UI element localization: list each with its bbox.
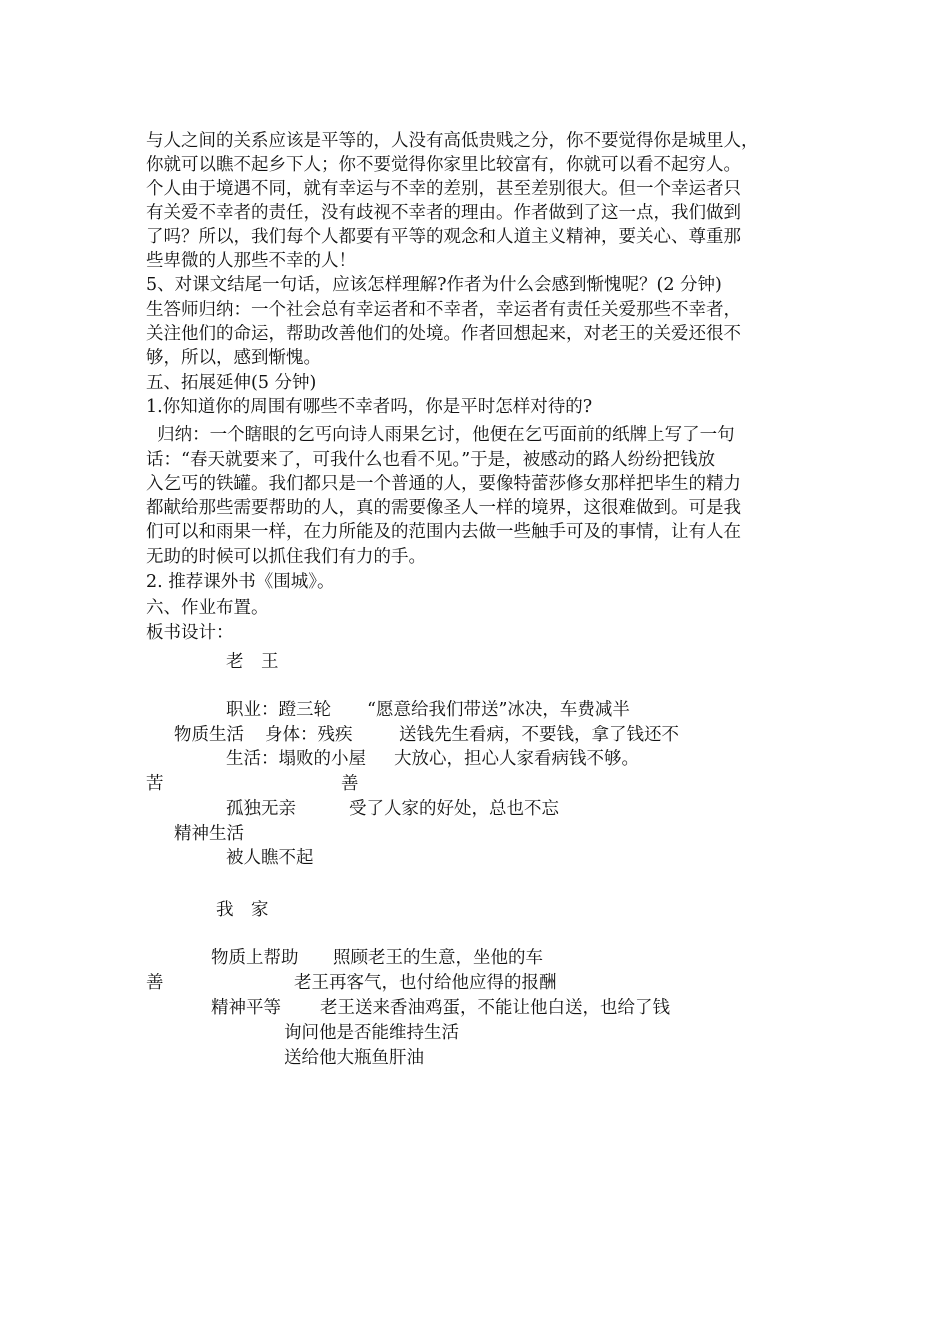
paragraph-line: 有关爱不幸者的责任，没有歧视不幸者的理由。作者做到了这一点，我们做到 xyxy=(146,203,741,223)
paragraph-line: 了吗？所以，我们每个人都要有平等的观念和人道主义精神，要关心、尊重那 xyxy=(146,227,741,247)
answer-line: 关注他们的命运，帮助改善他们的处境。作者回想起来，对老王的关爱还很不 xyxy=(146,324,741,344)
board-bangzhu-right: 照顾老王的生意，坐他的车 xyxy=(333,948,543,968)
summary-line: 归纳：一个瞎眼的乞丐向诗人雨果乞讨，他便在乞丐面前的纸牌上写了一句 xyxy=(146,425,735,445)
board-zhiye: 职业：蹬三轮 xyxy=(226,700,331,720)
board-shenghuo-right: 大放心，担心人家看病钱不够。 xyxy=(394,749,639,769)
paragraph-line: 些卑微的人那些不幸的人！ xyxy=(146,251,356,271)
board-shenti: 身体：残疾 xyxy=(265,725,353,745)
section5-question-1: 1.你知道你的周围有哪些不幸者吗，你是平时怎样对待的? xyxy=(146,397,593,417)
section-heading-5: 五、拓展延伸(5 分钟) xyxy=(146,373,317,393)
section-heading-6: 六、作业布置。 xyxy=(146,598,269,618)
board-pingdeng-right: 老王送来香油鸡蛋，不能让他白送，也给了钱 xyxy=(320,998,670,1018)
section5-question-2: 2. 推荐课外书《围城》。 xyxy=(146,572,335,592)
paragraph-line: 个人由于境遇不同，就有幸运与不幸的差别，甚至差别很大。但一个幸运者只 xyxy=(146,179,741,199)
summary-line: 无助的时候可以抓住我们有力的手。 xyxy=(146,547,426,567)
board-keqi: 老王再客气，也付给他应得的报酬 xyxy=(294,973,557,993)
board-wuzhi-shenghuo: 物质生活 xyxy=(174,725,244,745)
board-shenghuo: 生活：塌败的小屋 xyxy=(226,749,366,769)
answer-line: 生答师归纳：一个社会总有幸运者和不幸者，幸运者有责任关爱那些不幸者， xyxy=(146,300,741,320)
board-zhiye-right: “愿意给我们带送”冰决，车费减半 xyxy=(367,700,630,720)
board-gudu: 孤独无亲 xyxy=(226,799,296,819)
paragraph-line: 与人之间的关系应该是平等的，人没有高低贵贱之分，你不要觉得你是城里人， xyxy=(146,131,759,151)
summary-line: 话：“春天就要来了，可我什么也看不见。”于是，被感动的路人纷纷把钱放 xyxy=(146,450,716,470)
board-ku: 苦 xyxy=(146,774,164,794)
board-title-laowang: 老 王 xyxy=(226,652,279,672)
board-shan-1: 善 xyxy=(341,774,359,794)
board-title-wojia: 我 家 xyxy=(216,900,269,920)
board-xunwen: 询问他是否能维持生活 xyxy=(284,1023,459,1043)
board-design-heading: 板书设计： xyxy=(146,623,234,643)
board-jingshen-pingdeng: 精神平等 xyxy=(211,998,281,1018)
question-5: 5、对课文结尾一句话，应该怎样理解?作者为什么会感到惭愧呢？(2 分钟) xyxy=(146,275,722,295)
board-jingshen-shenghuo: 精神生活 xyxy=(174,824,244,844)
board-wuzhi-bangzhu: 物质上帮助 xyxy=(211,948,299,968)
board-shenti-right: 送钱先生看病，不要钱，拿了钱还不 xyxy=(399,725,679,745)
summary-line: 入乞丐的铁罐。我们都只是一个普通的人，要像特蕾莎修女那样把毕生的精力 xyxy=(146,474,741,494)
board-qiaobuqi: 被人瞧不起 xyxy=(226,848,314,868)
answer-line: 够，所以，感到惭愧。 xyxy=(146,348,321,368)
paragraph-line: 你就可以瞧不起乡下人；你不要觉得你家里比较富有，你就可以看不起穷人。 xyxy=(146,155,741,175)
summary-line: 们可以和雨果一样，在力所能及的范围内去做一些触手可及的事情，让有人在 xyxy=(146,522,741,542)
board-shan-2: 善 xyxy=(146,973,164,993)
board-songgei: 送给他大瓶鱼肝油 xyxy=(284,1048,424,1068)
board-gudu-right: 受了人家的好处，总也不忘 xyxy=(349,799,559,819)
summary-line: 都献给那些需要帮助的人，真的需要像圣人一样的境界，这很难做到。可是我 xyxy=(146,498,741,518)
